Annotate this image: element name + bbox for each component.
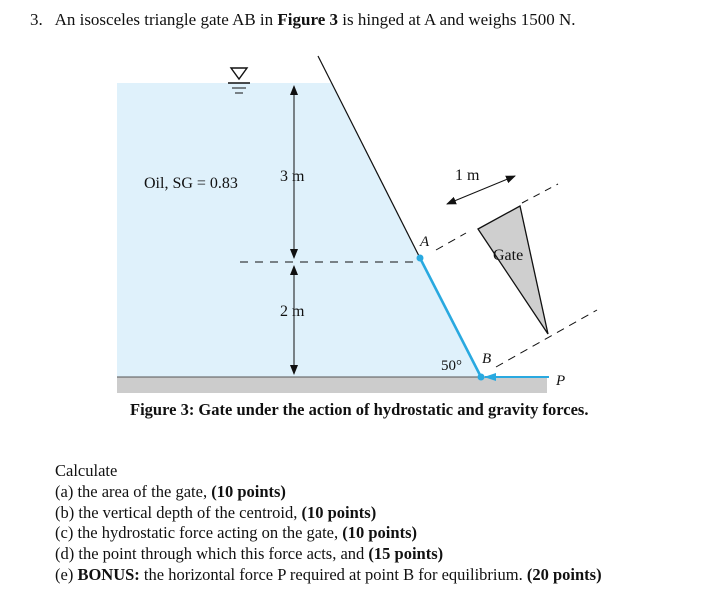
angle-label: 50° bbox=[441, 358, 462, 374]
point-b-label: B bbox=[482, 351, 492, 367]
question-item-b bbox=[55, 503, 602, 524]
question-points: (10 points) bbox=[301, 502, 377, 522]
gate-width-extension bbox=[522, 184, 558, 203]
question-points: (10 points) bbox=[211, 481, 286, 501]
question-text: (d) the point through which this force acts, and bbox=[55, 544, 369, 564]
question-item-bonus: (e) BONUS: the horizontal force P required at point B for equilibrium. (20 points) bbox=[55, 564, 602, 584]
gate-triangle bbox=[478, 206, 548, 334]
question-item-a bbox=[55, 482, 602, 503]
question-points: (10 points) bbox=[342, 523, 417, 543]
force-p-label: P bbox=[556, 373, 566, 389]
fluid-label: Oil, SG = 0.83 bbox=[144, 175, 238, 192]
question-text: (c) the hydrostatic force acting on the gate, bbox=[55, 523, 343, 543]
question-list bbox=[55, 461, 602, 586]
upper-depth-label: 3 m bbox=[280, 168, 305, 185]
projection-line-a bbox=[436, 233, 466, 250]
question-item-d bbox=[55, 544, 602, 565]
problem-text-after: is hinged at A and weighs 1500 N. bbox=[338, 10, 576, 29]
questions-intro: Calculate bbox=[55, 461, 118, 480]
oil-region bbox=[117, 83, 481, 377]
figure-reference: Figure 3 bbox=[277, 10, 339, 29]
problem-text-before: An isosceles triangle gate AB in bbox=[54, 10, 278, 29]
hinge-a-point bbox=[417, 255, 424, 262]
projection-line-b bbox=[496, 310, 597, 367]
question-points: (15 points) bbox=[368, 544, 444, 564]
question-text: (b) the vertical depth of the centroid, bbox=[55, 502, 302, 522]
hinge-a-label: A bbox=[420, 234, 430, 250]
bonus-points: (20 points) bbox=[526, 564, 602, 584]
bonus-label: BONUS: bbox=[77, 564, 140, 584]
gate-width-label: 1 m bbox=[455, 167, 480, 184]
question-text: (a) the area of the gate, bbox=[55, 481, 212, 501]
problem-number: 3. bbox=[30, 10, 43, 29]
question-item-c bbox=[55, 523, 602, 544]
point-b bbox=[478, 374, 485, 381]
gate-label: Gate bbox=[493, 247, 524, 264]
bonus-text: the horizontal force P required at point B for equilibrium. bbox=[139, 564, 527, 584]
figure-caption: Figure 3: Gate under the action of hydrostatic and gravity forces. bbox=[130, 400, 589, 419]
lower-depth-label: 2 m bbox=[280, 303, 305, 320]
